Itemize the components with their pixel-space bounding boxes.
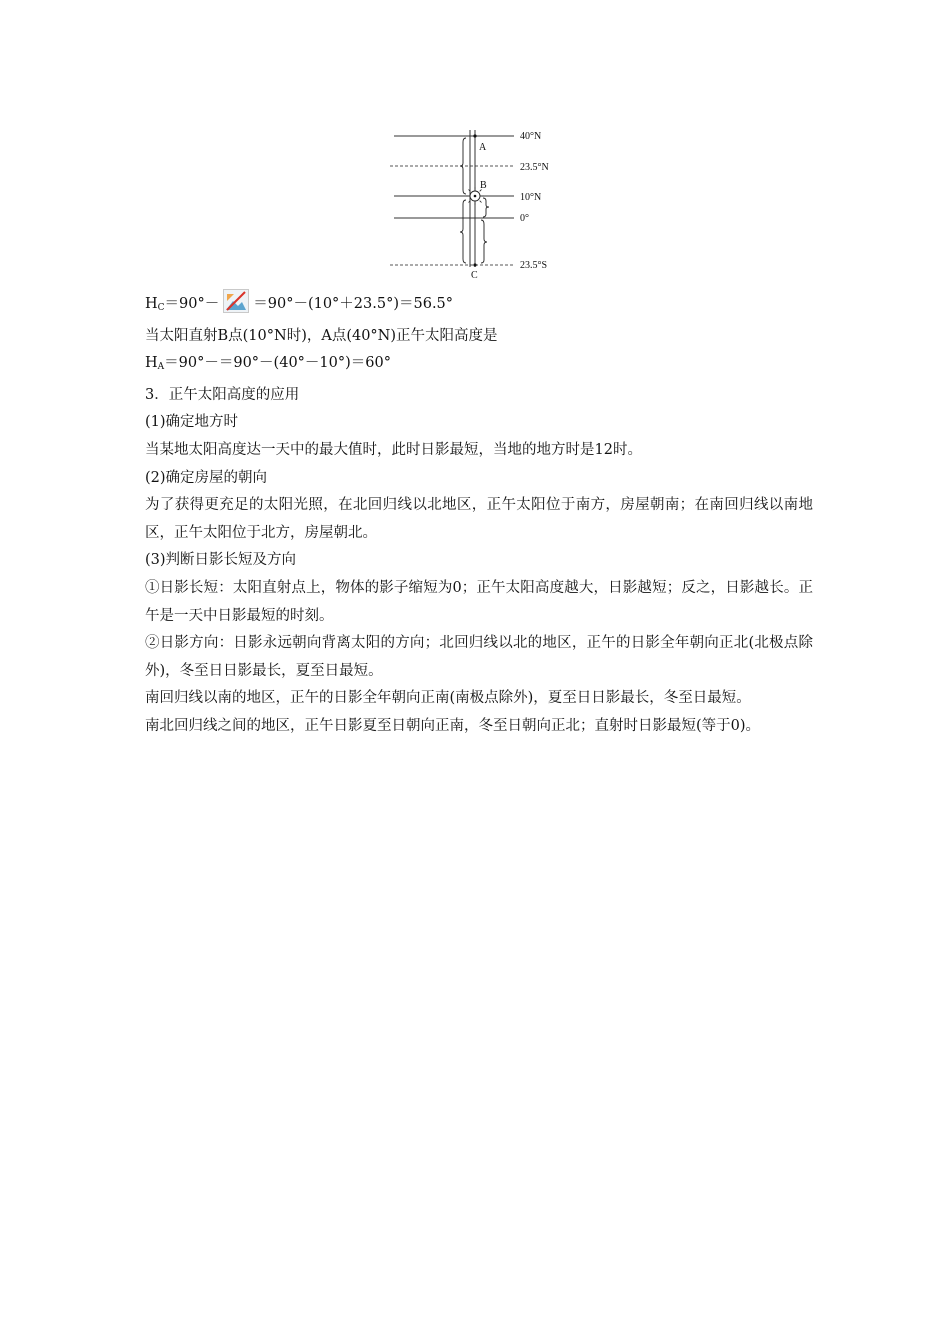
label-point-a: A	[479, 142, 487, 153]
formula-ha-subscript: A	[157, 362, 165, 373]
brace-equator-23s	[481, 220, 487, 263]
item3-paragraph-3: 南回归线以南的地区，正午的日影全年朝向正南(南极点除外)，夏至日日影最长，冬至日最短。	[145, 690, 751, 707]
item3-title: (3)判断日影长短及方向	[145, 552, 297, 569]
item2-title: (2)确定房屋的朝向	[145, 469, 268, 486]
formula-hc	[145, 289, 813, 323]
formula-ha-rest: ＝90°－＝90°－(40°－10°)＝60°	[164, 355, 391, 372]
point-c-dot	[473, 263, 476, 266]
item3-paragraph-4: 南北回归线之间的地区，正午日影夏至日朝向正南，冬至日朝向正北；直射时日影最短(等于0)。	[145, 717, 761, 734]
label-point-c: C	[471, 270, 478, 281]
label-point-b: B	[480, 180, 487, 191]
item1-text: 当某地太阳高度达一天中的最大值时，此时日影最短，当地的地方时是12时。	[145, 441, 642, 458]
brace-b-equator	[483, 198, 489, 217]
label-23s: 23.5°S	[520, 260, 548, 271]
section-title: 3．正午太阳高度的应用	[145, 386, 300, 403]
label-23n: 23.5°N	[520, 162, 549, 173]
label-equator: 0°	[520, 213, 529, 224]
formula-ha	[145, 350, 813, 382]
formula-hc-subscript: C	[157, 303, 165, 313]
latitude-diagram-svg	[386, 126, 596, 282]
document-body	[145, 289, 813, 741]
formula-hc-eq: ＝90°－	[164, 296, 220, 312]
formula-hc-rest: ＝90°－(10°＋23.5°)＝56.5°	[253, 296, 454, 312]
label-10n: 10°N	[520, 192, 542, 203]
label-40n: 40°N	[520, 131, 542, 142]
formula-ha-h: H	[145, 355, 158, 372]
intro-text: 当太阳直射B点(10°N时)，A点(40°N)正午太阳高度是	[145, 327, 498, 344]
latitude-diagram	[386, 126, 596, 282]
item3-paragraph-2: ②日影方向：日影永远朝向背离太阳的方向；北回归线以北的地区，正午的日影全年朝向正北(北极点除外)，冬至日日影最长，夏至日最短。	[145, 635, 813, 679]
point-a-dot	[473, 134, 476, 137]
item1-title: (1)确定地方时	[145, 414, 239, 431]
broken-image-icon	[223, 289, 249, 313]
formula-hc-h: H	[145, 296, 158, 312]
brace-b-c	[460, 200, 466, 263]
item3-paragraph-1: ①日影长短：太阳直射点上，物体的影子缩短为0；正午太阳高度越大，日影越短；反之，日影越长。正午是一天中日影最短的时刻。	[145, 579, 813, 624]
item2-text: 为了获得更充足的太阳光照，在北回归线以北地区，正午太阳位于南方，房屋朝南；在南回归线以南地区，正午太阳位于北方，房屋朝北。	[145, 497, 813, 541]
